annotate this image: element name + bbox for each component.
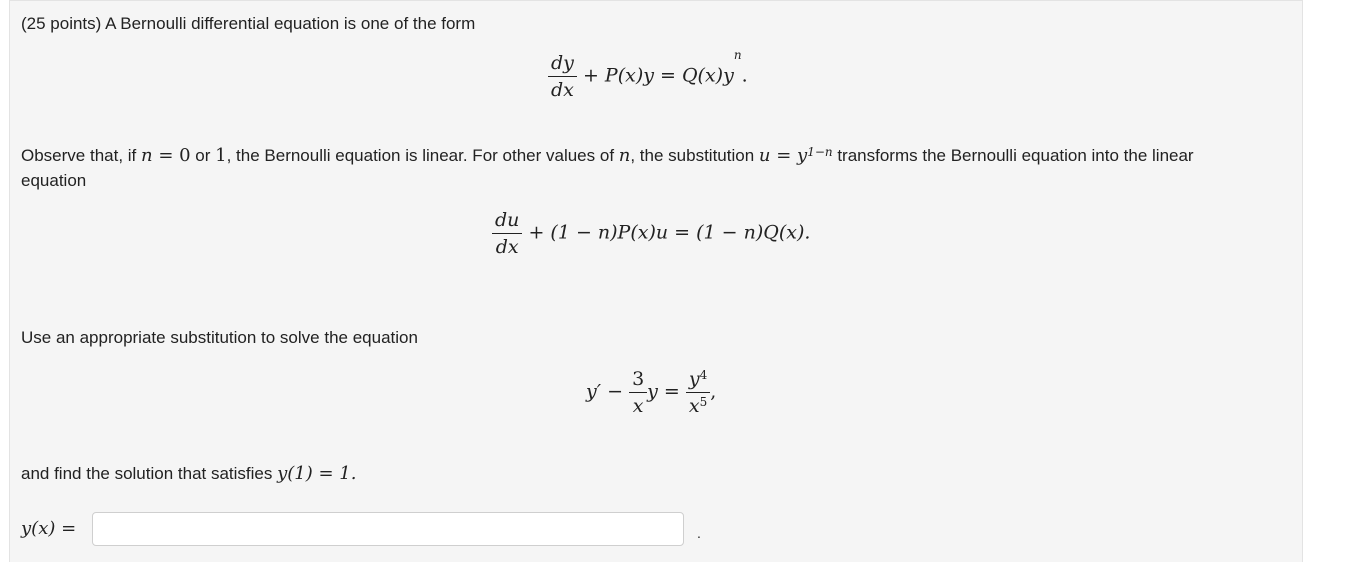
y4-over-x5-fraction xyxy=(686,368,710,417)
bernoulli-general-equation xyxy=(548,48,748,101)
observe-n2: n xyxy=(618,145,631,166)
eq3-den: x xyxy=(632,395,644,417)
eq1-exponent: n xyxy=(733,48,742,62)
observe-paragraph xyxy=(21,144,1194,168)
linear-transformed-equation xyxy=(492,209,810,258)
eq3-comma: , xyxy=(710,380,717,403)
find-solution-text xyxy=(21,462,356,486)
du-dx-fraction xyxy=(492,209,522,258)
dy-dx-fraction xyxy=(548,52,577,101)
eq2-numerator: du xyxy=(492,209,522,234)
observe-text-4: , the substitution xyxy=(630,146,759,165)
observe-eq-zero: = 0 xyxy=(152,145,191,166)
problem-equation xyxy=(586,368,716,417)
observe-text-5: transforms the Bernoulli equation into the linear xyxy=(832,146,1194,165)
observe-line-2: equation xyxy=(21,171,87,190)
intro-text: (25 points) A Bernoulli differential equation is one of the form xyxy=(21,14,476,33)
eq3-den2-exp: 5 xyxy=(699,395,708,409)
answer-trailing-dot: . xyxy=(697,525,701,541)
observe-one: 1 xyxy=(215,145,227,166)
eq1-rest: + P(x)y = Q(x)y xyxy=(582,64,734,87)
observe-exponent: 1−n xyxy=(807,145,833,159)
eq1-denominator: dx xyxy=(551,79,574,101)
eq3-den2: x xyxy=(688,395,700,417)
observe-n: n xyxy=(141,145,153,166)
observe-text-1: Observe that, if xyxy=(21,146,141,165)
eq3-num: 3 xyxy=(629,368,647,393)
find-text: and find the solution that satisfies xyxy=(21,464,278,483)
eq3-lhs: y′ − xyxy=(586,380,624,403)
use-substitution-text: Use an appropriate substitution to solve the equation xyxy=(21,328,418,347)
observe-text-3: , the Bernoulli equation is linear. For other values of xyxy=(226,146,619,165)
eq3-mid: y = xyxy=(647,380,680,403)
eq3-num2-exp: 4 xyxy=(699,368,708,382)
initial-condition: y(1) = 1. xyxy=(277,463,357,484)
three-over-x-fraction xyxy=(629,368,647,417)
eq3-num2: y xyxy=(688,368,700,390)
eq2-denominator: dx xyxy=(495,236,519,258)
answer-label: y(x) = xyxy=(21,518,77,539)
observe-u: u xyxy=(758,145,771,166)
eq1-numerator: dy xyxy=(548,52,577,77)
eq2-rest: + (1 − n)P(x)u = (1 − n)Q(x). xyxy=(528,221,811,244)
observe-text-2: or xyxy=(190,146,216,165)
observe-y: y xyxy=(797,145,808,166)
eq1-period: . xyxy=(741,64,748,87)
answer-input[interactable] xyxy=(92,512,684,546)
observe-equals: = xyxy=(770,145,798,166)
